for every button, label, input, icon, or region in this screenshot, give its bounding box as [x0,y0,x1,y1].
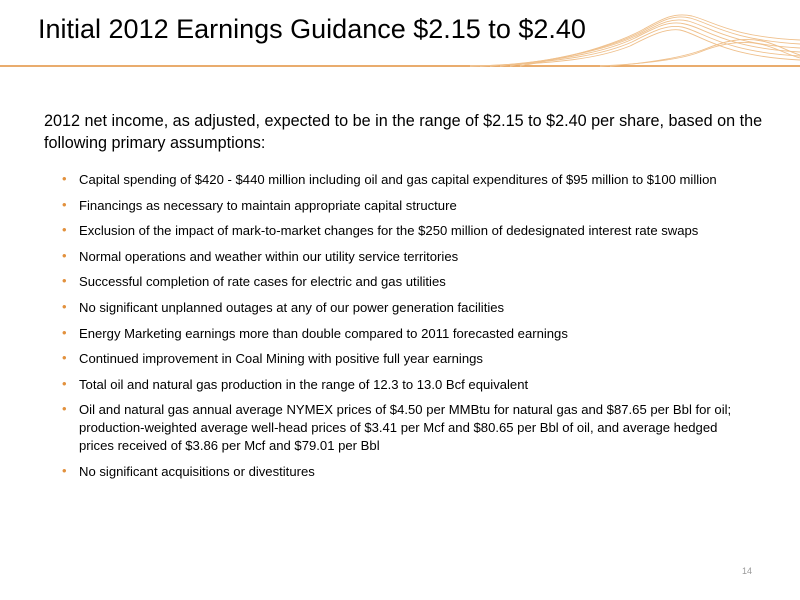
bullet-icon: • [62,171,67,186]
bullet-icon: • [62,273,67,289]
list-item [62,197,752,215]
bullet-icon: • [62,324,67,340]
list-item [62,248,752,266]
list-item [62,376,752,394]
bullet-icon: • [62,298,67,314]
list-item [62,273,752,291]
list-item-text: Exclusion of the impact of mark-to-market changes for the $250 million of dedesignated interest rate swaps [79,223,699,239]
bullet-icon: • [62,196,67,212]
list-item-text: Energy Marketing earnings more than double compared to 2011 forecasted earnings [79,325,568,341]
list-item [62,350,752,368]
list-item-text: Successful completion of rate cases for electric and gas utilities [79,274,446,290]
list-item [62,171,752,189]
bullet-icon: • [62,375,67,391]
bullet-icon: • [62,401,67,417]
list-item [62,222,752,240]
list-item-text: Financings as necessary to maintain appropriate capital structure [79,197,457,213]
bullet-icon: • [62,247,67,263]
bullet-icon: • [62,350,67,366]
list-item [62,463,752,481]
assumptions-list [62,171,752,489]
page-number: 14 [742,566,753,576]
list-item-text: Total oil and natural gas production in the range of 12.3 to 13.0 Bcf equivalent [79,376,529,392]
bullet-icon: • [62,462,67,478]
list-item [62,325,752,343]
list-item-text: Normal operations and weather within our utility service territories [79,248,459,264]
list-item-text: Continued improvement in Coal Mining with positive full year earnings [79,351,483,367]
list-item-text: No significant unplanned outages at any of our power generation facilities [79,299,505,315]
intro-paragraph: 2012 net income, as adjusted, expected to be in the range of $2.15 to $2.40 per share, based on the following primary assumptions: [44,112,763,152]
bullet-icon: • [62,222,67,238]
list-item-text: Capital spending of $420 - $440 million including oil and gas capital expenditures of $95 million to $100 million [79,172,717,187]
list-item-text: No significant acquisitions or divestitures [79,463,315,479]
list-item [62,299,752,317]
slide-title: Initial 2012 Earnings Guidance $2.15 to $2.40 [38,14,586,44]
list-item [62,401,752,455]
list-item-text: Oil and natural gas annual average NYMEX prices of $4.50 per MMBtu for natural gas and $87.65 per Bbl for oil; production-weighted average well-head prices of $3.41 per Mcf and $80.65 per Bbl of oil, and average hedged prices received of $3.86 per Mcf and $79.01 per Bbl [79,402,732,454]
